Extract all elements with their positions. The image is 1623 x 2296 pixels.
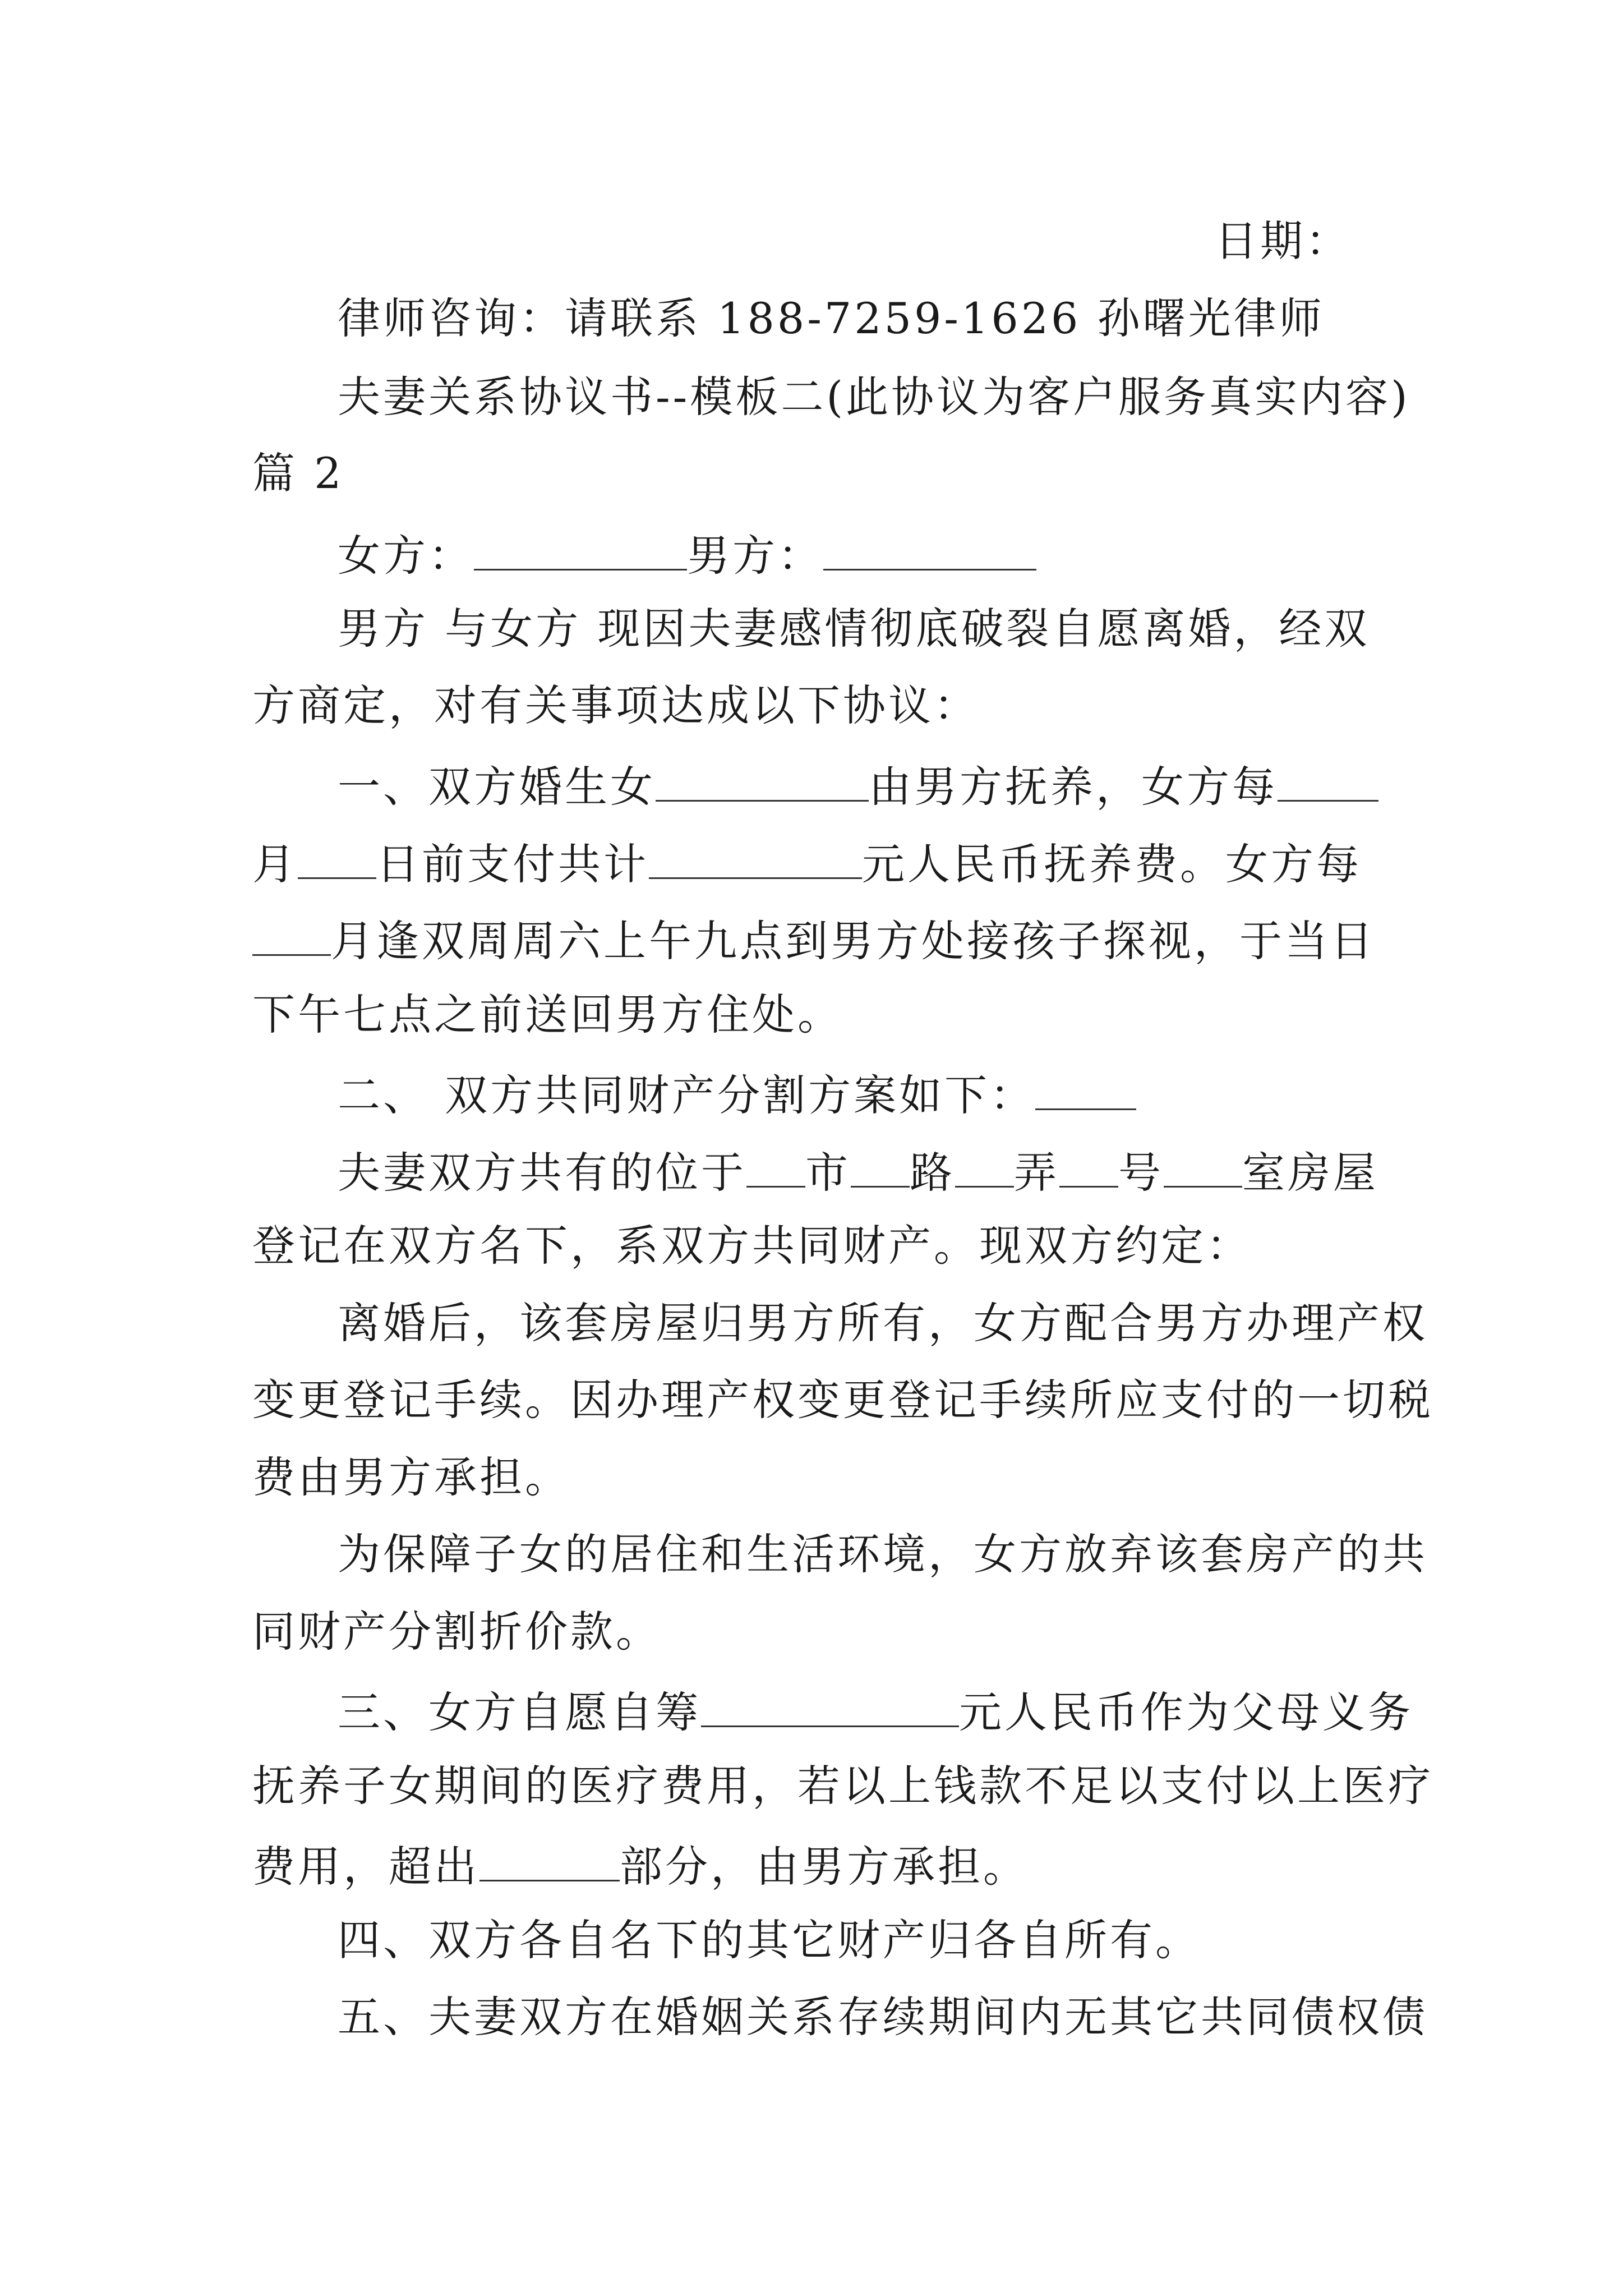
after-divorce-line-3: 费由男方承担。	[252, 1452, 570, 1502]
clause-3-text: 费用，超出	[252, 1842, 479, 1892]
clause-1-text: 一、双方婚生女	[338, 762, 656, 812]
female-label: 女方：	[338, 531, 474, 581]
room-blank	[1164, 1148, 1242, 1188]
document-title-part-number: 篇 2	[252, 448, 344, 498]
clause-2-heading	[338, 1070, 1136, 1120]
clause-4: 四、双方各自名下的其它财产归各自所有。	[338, 1915, 1201, 1965]
protection-line-1: 为保障子女的居住和生活环境，女方放弃该套房产的共	[338, 1529, 1428, 1579]
visit-period-blank	[252, 916, 331, 956]
clause-1-text: 月逢双周周六上午九点到男方处接孩子探视，于当日	[331, 916, 1376, 966]
intro-line-2: 方商定，对有关事项达成以下协议：	[252, 680, 979, 730]
lane-blank	[955, 1148, 1014, 1188]
amount-blank	[649, 839, 862, 879]
parties-line	[338, 531, 1036, 581]
clause-3-text: 元人民币作为父母义务	[959, 1687, 1413, 1737]
after-divorce-line-2: 变更登记手续。因办理产权变更登记手续所应支付的一切税	[252, 1375, 1433, 1425]
house-line-2: 登记在双方名下，系双方共同财产。现双方约定：	[252, 1221, 1252, 1271]
date-label: 日期：	[1215, 216, 1351, 266]
protection-line-2: 同财产分割折价款。	[252, 1607, 661, 1657]
clause-2-heading-text: 二、 双方共同财产分割方案如下：	[338, 1070, 1036, 1120]
document-title: 夫妻关系协议书--模板二(此协议为客户服务真实内容)	[338, 372, 1410, 422]
clause-1-text: 月	[252, 839, 298, 889]
clause-1-line-4: 下午七点之前送回男方住处。	[252, 990, 843, 1039]
clause-1-text: 日前支付共计	[376, 839, 649, 889]
clause-5: 五、夫妻双方在婚姻关系存续期间内无其它共同债权债	[338, 1992, 1428, 2042]
clause-1-text: 由男方抚养，女方每	[869, 762, 1278, 812]
clause-1-line-3	[252, 916, 1376, 966]
house-text: 弄	[1014, 1148, 1059, 1198]
clause-3-line-2: 抚养子女期间的医疗费用，若以上钱款不足以支付以上医疗	[252, 1761, 1433, 1811]
child-name-blank	[656, 762, 869, 802]
house-address-line	[338, 1148, 1378, 1198]
excess-blank	[479, 1842, 620, 1881]
female-name-blank	[474, 531, 687, 570]
city-blank	[746, 1148, 805, 1188]
clause-2-blank	[1035, 1070, 1136, 1110]
house-text: 号	[1118, 1148, 1164, 1198]
clause-3-line-1	[338, 1687, 1413, 1737]
road-blank	[851, 1148, 910, 1188]
clause-3-text: 部分，由男方承担。	[620, 1842, 1029, 1892]
house-text: 室房屋	[1242, 1148, 1378, 1198]
clause-3-text: 三、女方自愿自筹	[338, 1687, 701, 1737]
day-blank	[298, 839, 376, 879]
house-text: 夫妻双方共有的位于	[338, 1148, 746, 1198]
clause-1-line-1	[338, 762, 1378, 812]
number-blank	[1059, 1148, 1118, 1188]
male-name-blank	[823, 531, 1036, 570]
clause-1-line-2	[252, 839, 1362, 889]
period-blank	[1278, 762, 1378, 802]
house-text: 路	[910, 1148, 955, 1198]
intro-line-1: 男方 与女方 现因夫妻感情彻底破裂自愿离婚，经双	[338, 604, 1370, 654]
male-label: 男方：	[687, 531, 823, 581]
house-text: 市	[805, 1148, 851, 1198]
clause-1-text: 元人民币抚养费。女方每	[862, 839, 1362, 889]
medical-amount-blank	[701, 1687, 959, 1727]
after-divorce-line-1: 离婚后，该套房屋归男方所有，女方配合男方办理产权	[338, 1298, 1428, 1348]
lawyer-contact: 律师咨询：请联系 188-7259-1626 孙曙光律师	[338, 293, 1325, 343]
clause-3-line-3	[252, 1842, 1029, 1892]
